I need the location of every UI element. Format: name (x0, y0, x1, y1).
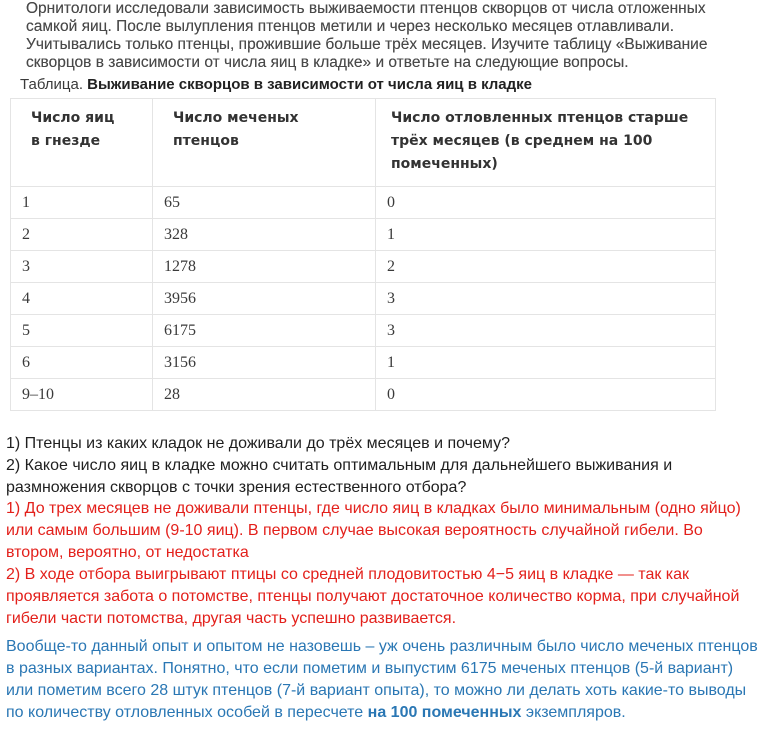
cell-marked: 65 (153, 187, 376, 219)
header-eggs-count: Число яиц в гнезде (11, 99, 153, 187)
caption-title: Выживание скворцов в зависимости от числа яиц в кладке (87, 76, 533, 93)
header-marked-chicks: Число меченых птенцов (153, 99, 376, 187)
comment-text: Вообще-то данный опыт и опытом не назовешь – уж очень различным было число меченых птенцов в разных вариантах. Понятно, что если пометим и выпустим 6175 меченых птенцов (5-й вариант) или пометим всего 28 штук птенцов (7-й вариант опыта), то можно ли делать хоть какие-то выводы по количеству отловленных особей в пересчете (6, 638, 758, 721)
cell-caught: 1 (376, 347, 716, 379)
cell-marked: 28 (153, 379, 376, 411)
cell-marked: 3156 (153, 347, 376, 379)
table-caption (20, 76, 532, 94)
table-row (11, 219, 716, 251)
cell-caught: 0 (376, 379, 716, 411)
answer-1: 1) До трех месяцев не доживали птенцы, где число яиц в кладках было минимальным (одно яйцо) или самым большим (9-10 яиц). В первом случае высокая вероятность случайной гибели. Во втором, вероятно, от недостатка (6, 500, 741, 561)
cell-eggs: 5 (11, 315, 153, 347)
cell-caught: 0 (376, 187, 716, 219)
cell-eggs: 2 (11, 219, 153, 251)
comment-tail: экземпляров. (521, 704, 626, 721)
answers-block (6, 498, 764, 630)
comment-block (6, 636, 764, 724)
cell-marked: 3956 (153, 283, 376, 315)
table-row (11, 315, 716, 347)
cell-marked: 6175 (153, 315, 376, 347)
question-2: 2) Какое число яиц в кладке можно считать оптимальным для дальнейшего выживания и размножения скворцов с точки зрения естественного отбора? (6, 457, 673, 496)
cell-marked: 328 (153, 219, 376, 251)
cell-eggs: 4 (11, 283, 153, 315)
question-1: 1) Птенцы из каких кладок не доживали до трёх месяцев и почему? (6, 435, 510, 452)
table-row (11, 283, 716, 315)
table-row (11, 379, 716, 411)
cell-eggs: 6 (11, 347, 153, 379)
intro-text: Орнитологи исследовали зависимость выживаемости птенцов скворцов от числа отложенных самкой яиц. После вылупления птенцов метили и через несколько месяцев отлавливали. Учитывались только птенцы, прожившие больше трёх месяцев. Изучите таблицу «Выживание скворцов в зависимости от числа яиц в кладке» и ответьте на следующие вопросы. (26, 0, 708, 71)
cell-marked: 1278 (153, 251, 376, 283)
cell-eggs: 3 (11, 251, 153, 283)
table-row (11, 187, 716, 219)
cell-eggs: 1 (11, 187, 153, 219)
table-header-row (11, 99, 716, 187)
caption-prefix: Таблица. (20, 76, 88, 93)
table-row (11, 347, 716, 379)
cell-eggs: 9–10 (11, 379, 153, 411)
cell-caught: 1 (376, 219, 716, 251)
header-caught-chicks: Число отловленных птенцов старше трёх месяцев (в среднем на 100 помеченных) (376, 99, 716, 187)
questions-block (6, 433, 764, 499)
answer-2: 2) В ходе отбора выигрывают птицы со средней плодовитостью 4−5 яиц в кладке — так как проявляется забота о потомстве, птенцы получают достаточное количество корма, при случайной гибели части потомства, другая часть успешно развивается. (6, 566, 740, 627)
survival-table (10, 98, 716, 411)
cell-caught: 2 (376, 251, 716, 283)
cell-caught: 3 (376, 315, 716, 347)
comment-bold: на 100 помеченных (367, 704, 522, 721)
table-row (11, 251, 716, 283)
cell-caught: 3 (376, 283, 716, 315)
